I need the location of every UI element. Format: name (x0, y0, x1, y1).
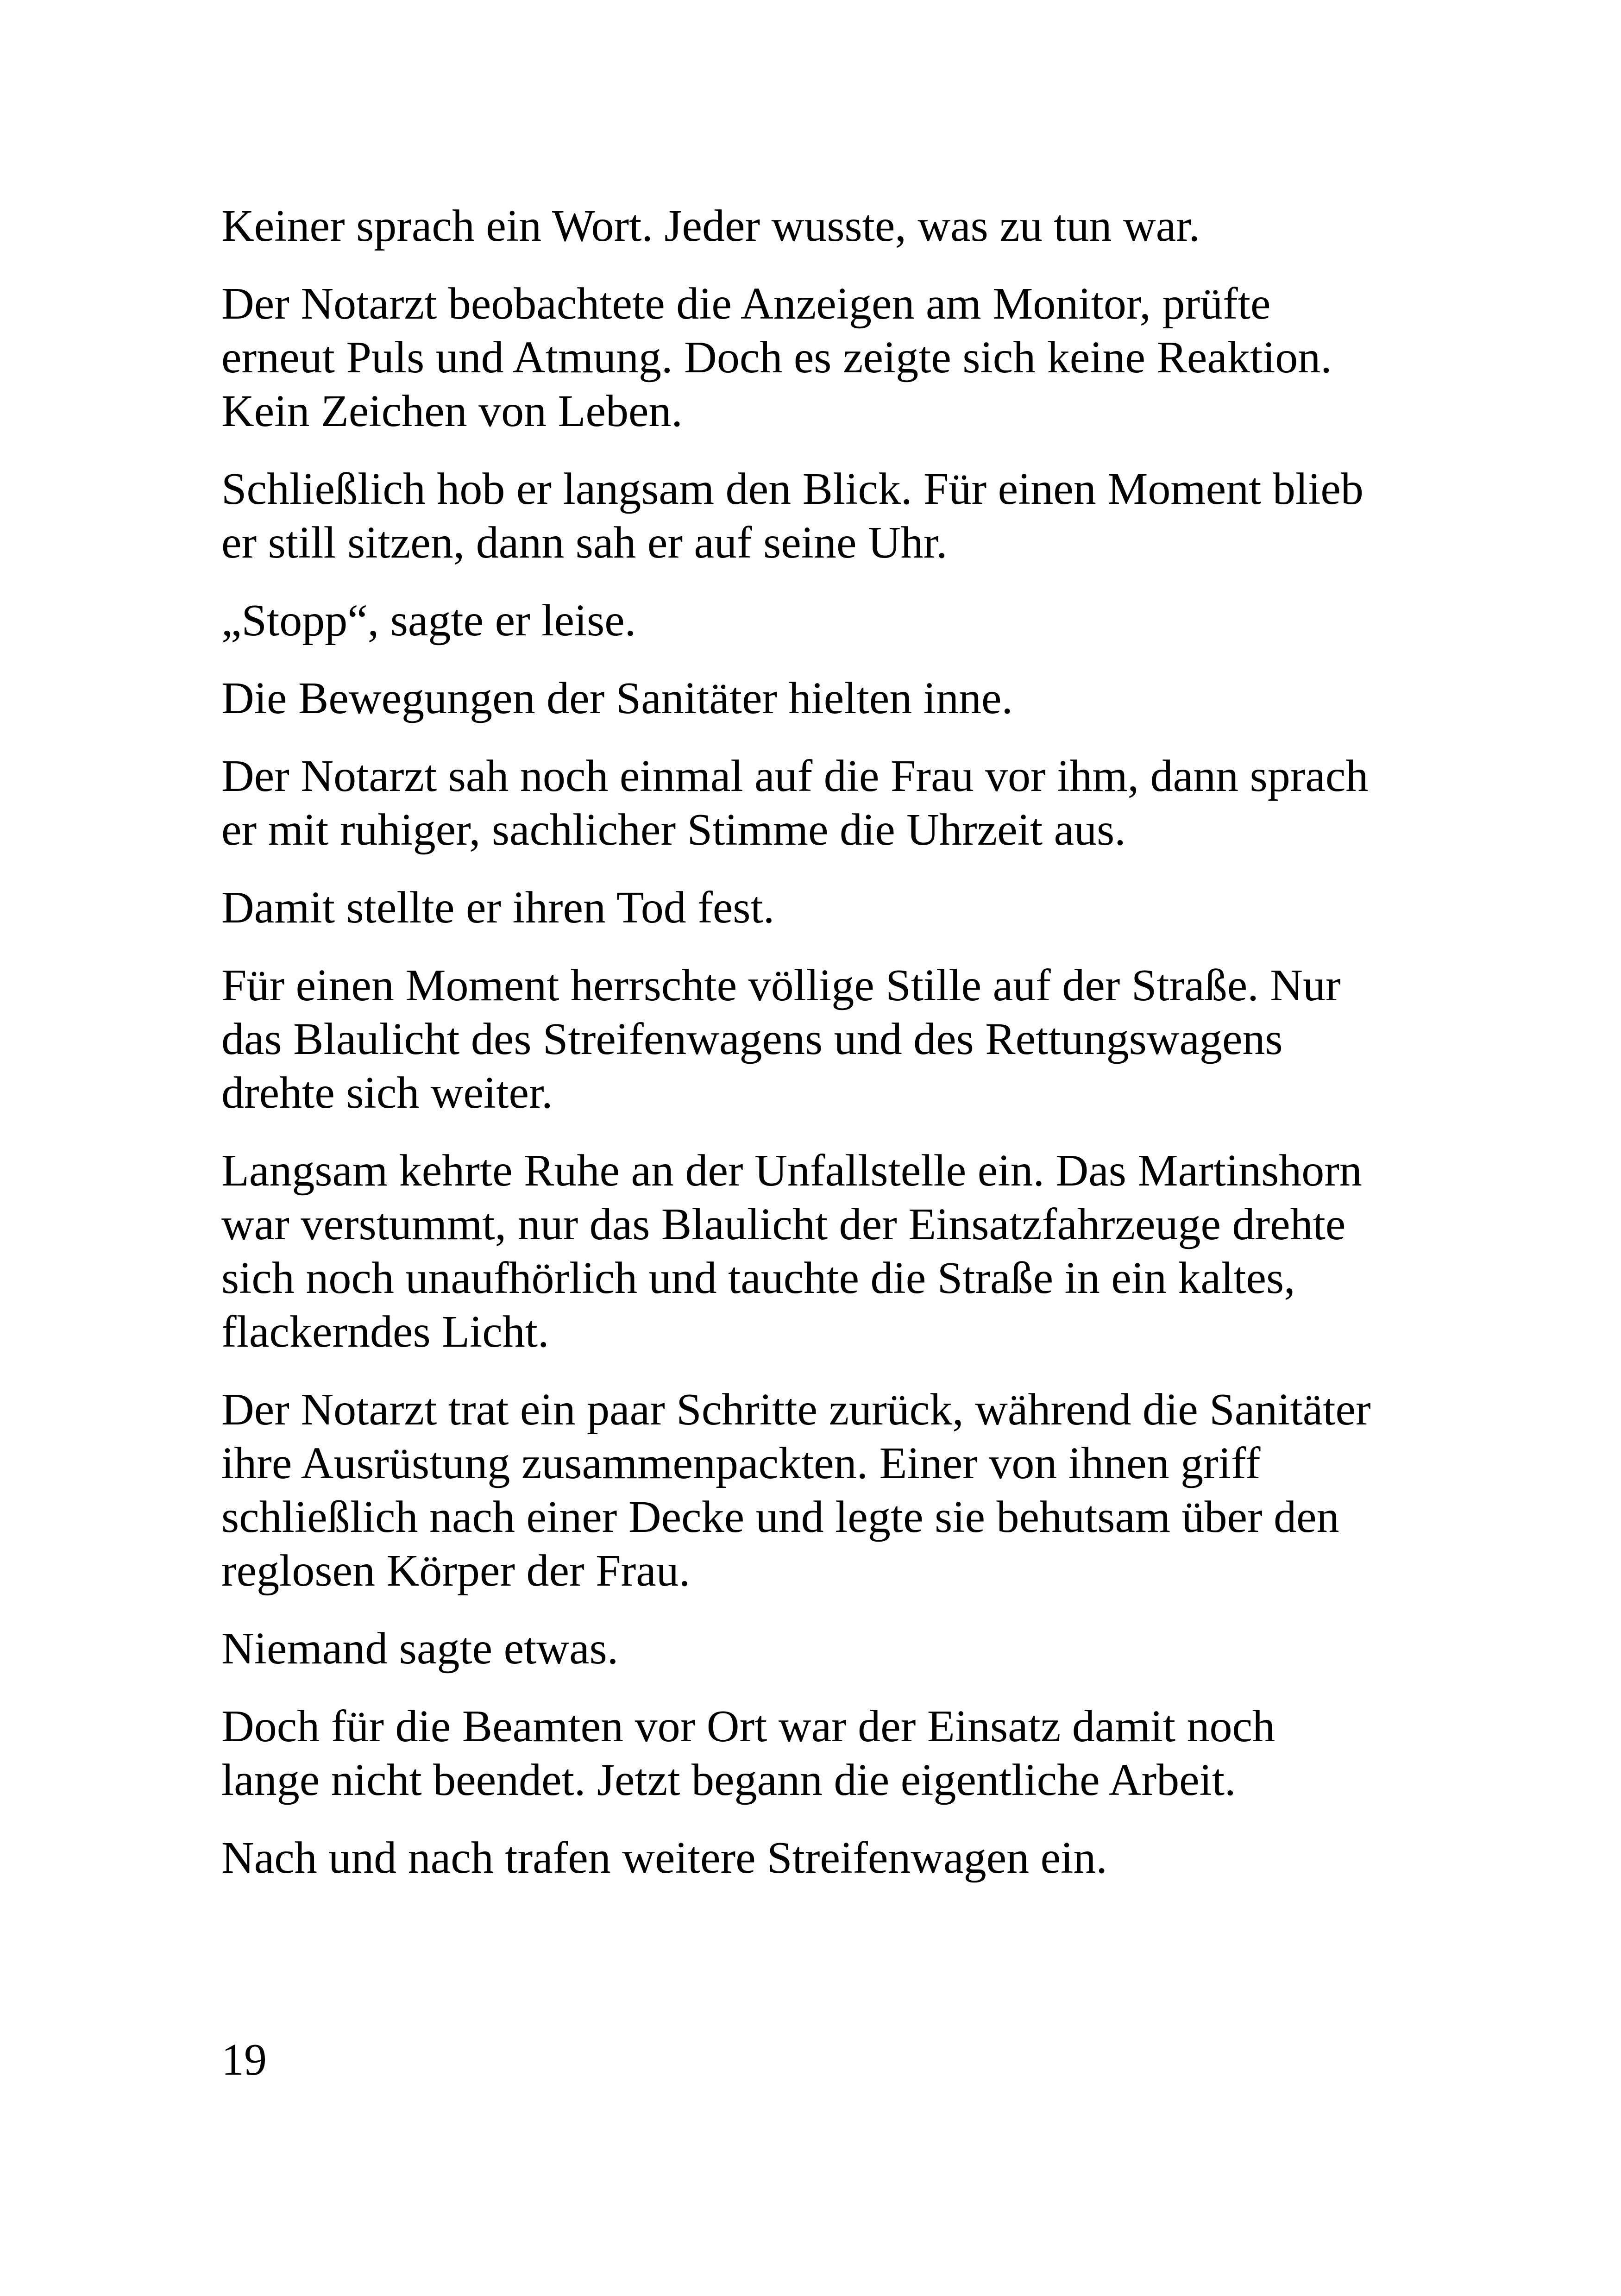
paragraph: Keiner sprach ein Wort. Jeder wusste, was zu tun war. (221, 201, 1200, 251)
page-number: 19 (221, 2035, 267, 2085)
paragraph: „Stopp“, sagte er leise. (221, 596, 636, 646)
paragraph: Damit stellte er ihren Tod fest. (221, 883, 775, 933)
paragraph: Doch für die Beamten vor Ort war der Einsatz damit noch lange nicht beendet. Jetzt begann die eigentliche Arbeit. (221, 1701, 1275, 1805)
paragraph: Der Notarzt beobachtete die Anzeigen am Monitor, prüfte erneut Puls und Atmung. Doch es zeigte sich keine Reaktion. Kein Zeichen von Leben. (221, 279, 1332, 436)
paragraph: Der Notarzt trat ein paar Schritte zurück, während die Sanitäter ihre Ausrüstung zusammenpackten. Einer von ihnen griff schließlich nach einer Decke und legte sie behutsam über den reglosen Körper der Frau. (221, 1385, 1371, 1596)
body-text (221, 199, 1435, 1909)
paragraph: Schließlich hob er langsam den Blick. Für einen Moment blieb er still sitzen, dann sah er auf seine Uhr. (221, 464, 1363, 568)
paragraph: Niemand sagte etwas. (221, 1624, 619, 1674)
paragraph: Langsam kehrte Ruhe an der Unfallstelle ein. Das Martinshorn war verstummt, nur das Blaulicht der Einsatzfahrzeuge drehte sich noch unaufhörlich und tauchte die Straße in ein kaltes, flackerndes Licht. (221, 1146, 1362, 1357)
paragraph: Der Notarzt sah noch einmal auf die Frau vor ihm, dann sprach er mit ruhiger, sachlicher Stimme die Uhrzeit aus. (221, 751, 1369, 855)
paragraph: Für einen Moment herrschte völlige Stille auf der Straße. Nur das Blaulicht des Streifenwagens und des Rettungswagens drehte sich weiter. (221, 960, 1341, 1118)
paragraph: Die Bewegungen der Sanitäter hielten inne. (221, 673, 1013, 723)
paragraph: Nach und nach trafen weitere Streifenwagen ein. (221, 1833, 1107, 1883)
